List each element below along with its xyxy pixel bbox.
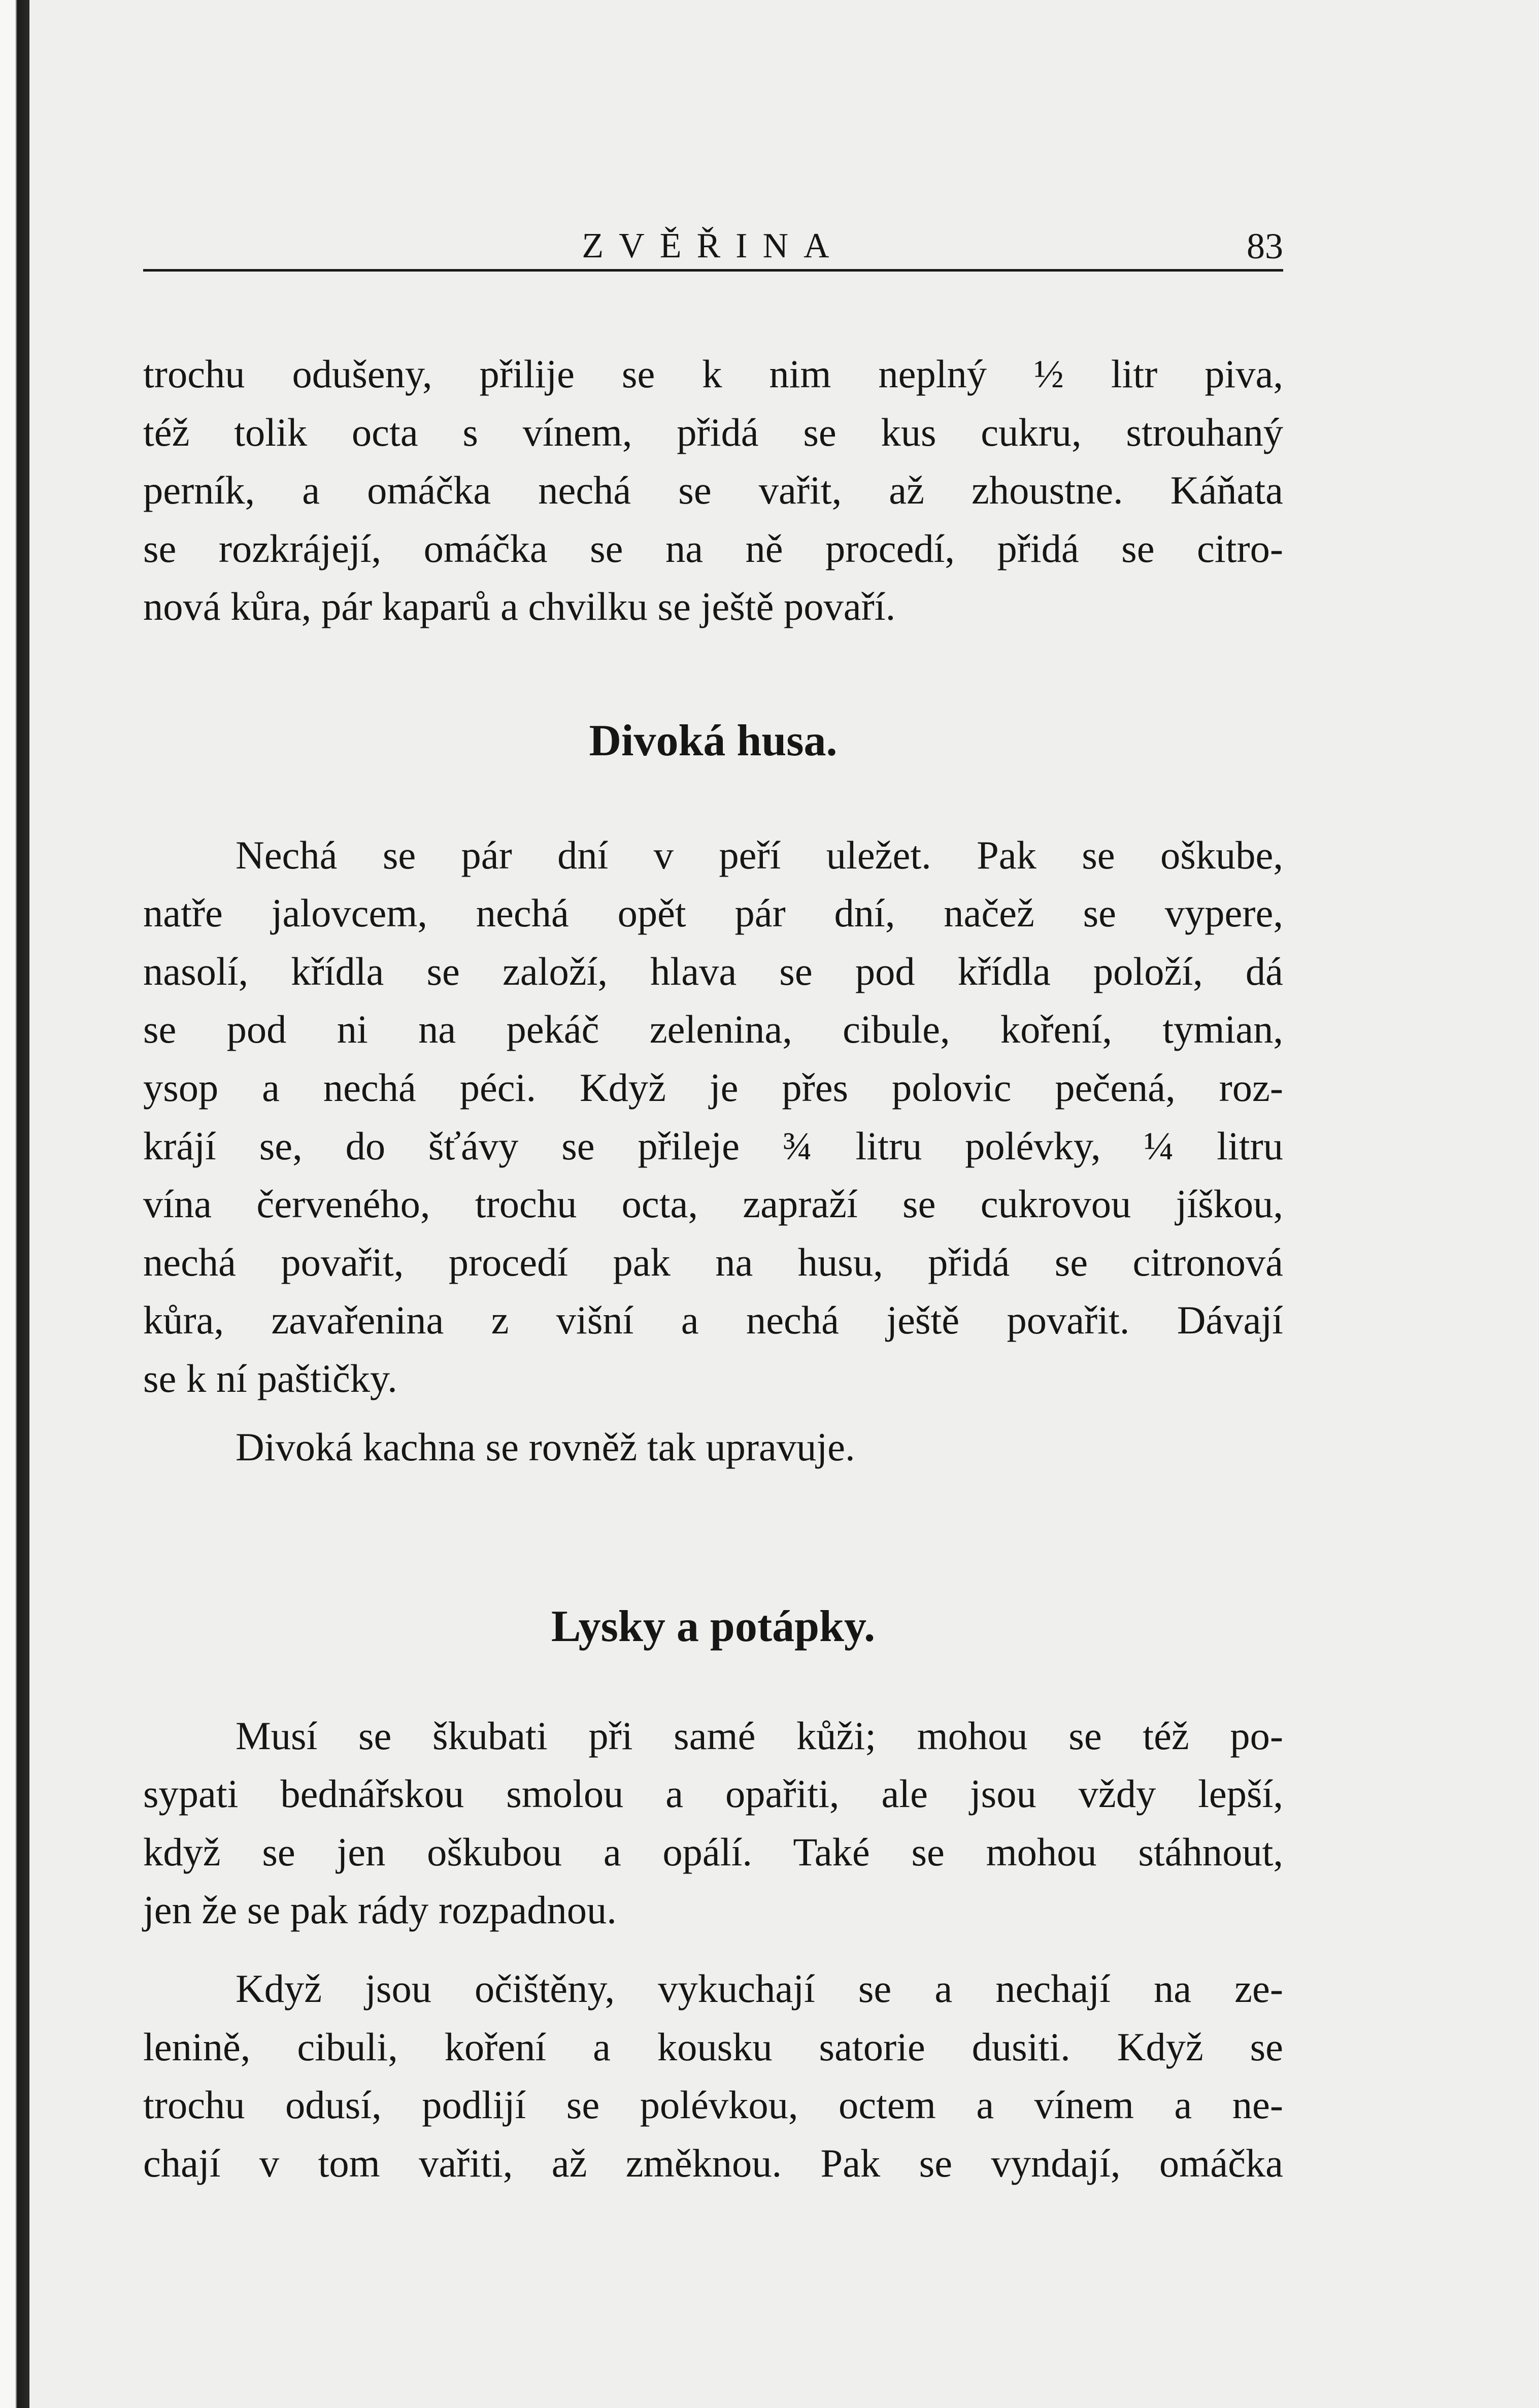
duck-note: Divoká kachna se rovněž tak upravuje. [236,1424,855,1469]
text-line: nechá povařit, procedí pak na husu, přidá se citronová [143,1240,1283,1284]
page-header [143,223,1283,272]
text-line: trochu odusí, podlijí se polévkou, octem a vínem a ne- [143,2083,1283,2127]
book-binding-edge [0,0,29,2408]
text-line: natře jalovcem, nechá opět pár dní, načež se vypere, [143,891,1283,935]
continuation-paragraph [143,345,1283,636]
text-line: se pod ni na pekáč zelenina, cibule, koření, tymian, [143,1007,1283,1052]
section-heading-coots: Lysky a potápky. [551,1602,876,1652]
coots-paragraph-2 [143,1960,1283,2192]
text-line: chají v tom vařiti, až změknou. Pak se vyndají, omáčka [143,2141,1283,2185]
running-head: ZVĚŘINA [582,226,845,265]
text-line: nasolí, křídla se založí, hlava se pod křídla položí, dá [143,949,1283,993]
text-line: též tolik octa s vínem, přidá se kus cukru, strouhaný [143,410,1283,454]
section-heading-goose: Divoká husa. [589,716,838,765]
page-content [143,345,1283,2192]
text-line: perník, a omáčka nechá se vařit, až zhoustne. Káňata [143,468,1283,513]
text-line: Musí se škubati při samé kůži; mohou se též po- [236,1713,1283,1758]
text-line: trochu odušeny, přilije se k nim neplný ½ litr piva, [143,352,1283,396]
text-line: jen že se pak rády rozpadnou. [143,1888,617,1932]
text-line: krájí se, do šťávy se přileje ¾ litru polévky, ¼ litru [143,1123,1283,1168]
goose-paragraph [143,826,1283,1408]
coots-paragraph-1 [143,1707,1283,1939]
text-line: vína červeného, trochu octa, zapraží se cukrovou jíškou, [143,1182,1283,1226]
text-line: se k ní paštičky. [143,1356,397,1400]
text-line: když se jen oškubou a opálí. Také se mohou stáhnout, [143,1829,1283,1874]
text-line: lenině, cibuli, koření a kousku satorie dusiti. Když se [143,2024,1283,2069]
text-line: ysop a nechá péci. Když je přes polovic pečená, roz- [143,1065,1283,1110]
text-line: Když jsou očištěny, vykuchají se a nechají na ze- [236,1966,1283,2011]
text-line: se rozkrájejí, omáčka se na ně procedí, přidá se citro- [143,526,1283,571]
text-line: sypati bednářskou smolou a opařiti, ale jsou vždy lepší, [143,1771,1283,1816]
text-line: kůra, zavařenina z višní a nechá ještě povařit. Dávají [143,1298,1283,1343]
text-line: nová kůra, pár kaparů a chvilku se ještě povaří. [143,584,896,629]
text-line: Nechá se pár dní v peří uležet. Pak se oškube, [236,832,1283,877]
page-number: 83 [1247,226,1283,266]
